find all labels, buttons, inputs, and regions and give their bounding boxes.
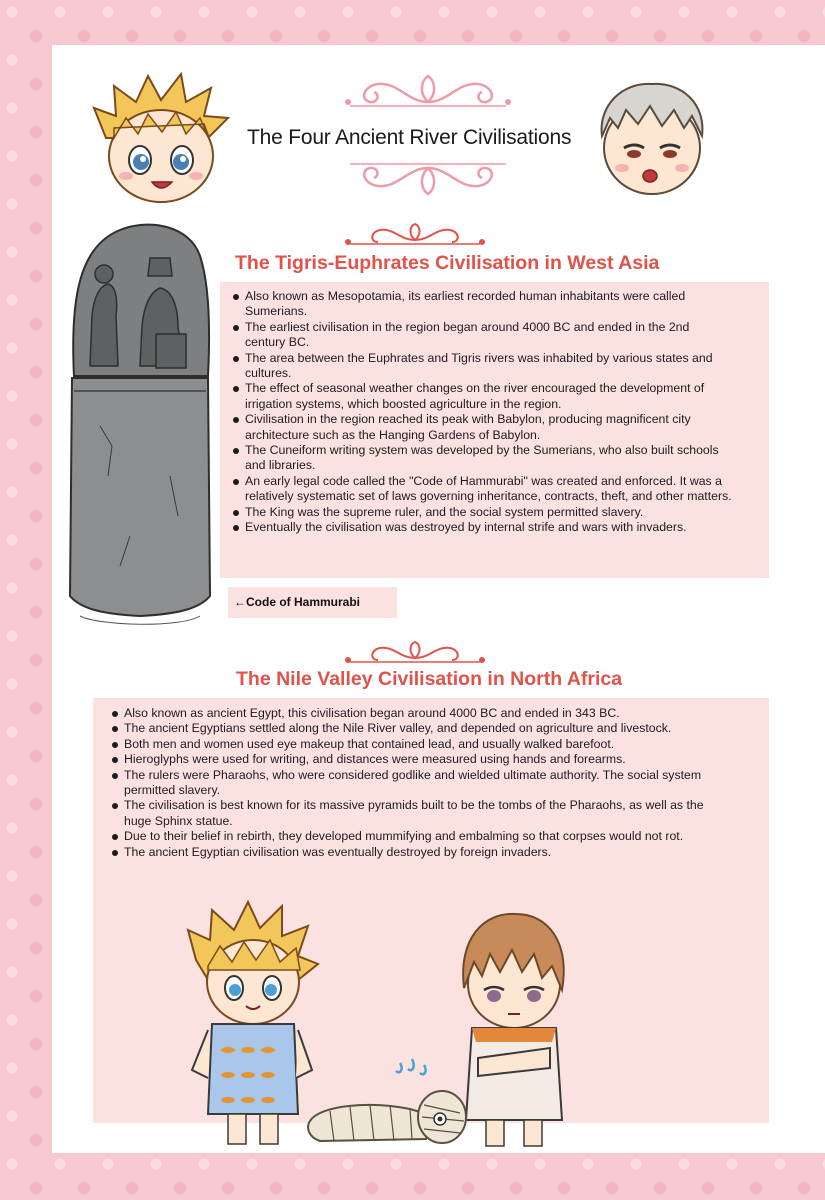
code-of-hammurabi-stele-image <box>60 216 220 634</box>
list-item: The effect of seasonal weather changes on the river encouraged the development of irrigation systems, which boosted agriculture in the region. <box>232 381 732 412</box>
section1-bullet-list <box>232 289 732 536</box>
list-item: Eventually the civilisation was destroyed by internal strife and wars with invaders. <box>232 520 732 535</box>
title-ornament-bottom <box>338 158 518 198</box>
stele-caption: ←Code of Hammurabi <box>228 587 397 618</box>
title-ornament-top <box>338 72 518 112</box>
list-item: The Cuneiform writing system was developed by the Sumerians, who also built schools and libraries. <box>232 443 732 474</box>
section2-ornament <box>340 640 490 666</box>
list-item: Civilisation in the region reached its peak with Babylon, producing magnificent city architecture such as the Hanging Gardens of Babylon. <box>232 412 732 443</box>
mummy-illustration <box>300 1055 480 1150</box>
section2-title: The Nile Valley Civilisation in North Africa <box>236 668 623 690</box>
list-item: The ancient Egyptian civilisation was eventually destroyed by foreign invaders. <box>111 845 731 860</box>
list-item: Due to their belief in rebirth, they developed mummifying and embalming so that corpses would not rot. <box>111 829 731 844</box>
list-item: Also known as Mesopotamia, its earliest recorded human inhabitants were called Sumerians. <box>232 289 732 320</box>
list-item: The area between the Euphrates and Tigris rivers was inhabited by various states and cultures. <box>232 351 732 382</box>
section2-bullet-list <box>111 706 731 860</box>
list-item: The King was the supreme ruler, and the social system permitted slavery. <box>232 505 732 520</box>
section1-title: The Tigris-Euphrates Civilisation in West Asia <box>235 252 660 274</box>
blond-character-avatar <box>86 68 236 208</box>
list-item: Both men and women used eye makeup that contained lead, and usually walked barefoot. <box>111 737 731 752</box>
page-title: The Four Ancient River Civilisations <box>247 126 572 149</box>
list-item: Hieroglyphs were used for writing, and distances were measured using hands and forearms. <box>111 752 731 767</box>
list-item: The civilisation is best known for its massive pyramids built to be the tombs of the Pharaohs, as well as the huge Sphinx statue. <box>111 798 731 829</box>
section1-ornament <box>340 222 490 248</box>
list-item: Also known as ancient Egypt, this civilisation began around 4000 BC and ended in 343 BC. <box>111 706 731 721</box>
grey-haired-character-avatar <box>592 76 712 198</box>
list-item: The ancient Egyptians settled along the Nile River valley, and depended on agriculture and livestock. <box>111 721 731 736</box>
list-item: The earliest civilisation in the region began around 4000 BC and ended in the 2nd century BC. <box>232 320 732 351</box>
list-item: An early legal code called the "Code of Hammurabi" was created and enforced. It was a relatively systematic set of laws governing inheritance, contracts, theft, and other matters. <box>232 474 732 505</box>
list-item: The rulers were Pharaohs, who were considered godlike and wielded ultimate authority. The social system permitted slavery. <box>111 768 731 799</box>
